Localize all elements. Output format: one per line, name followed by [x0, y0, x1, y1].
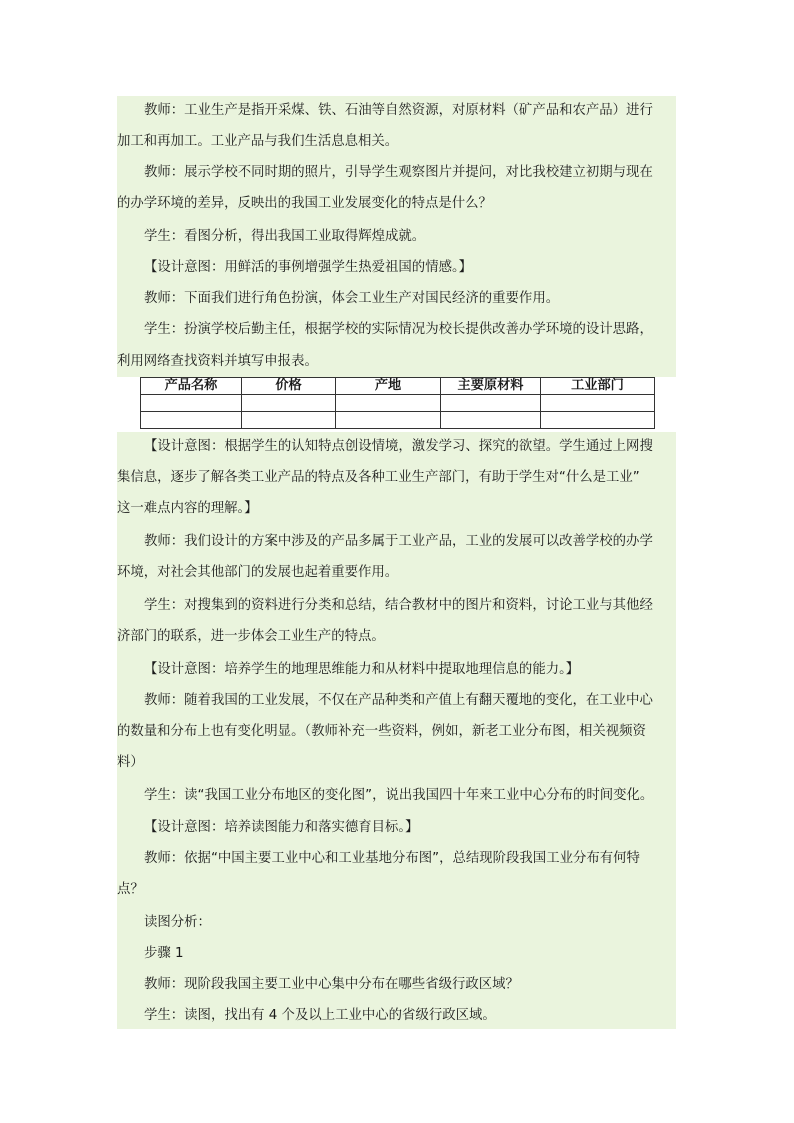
table-header-cell: 产地 [336, 378, 441, 395]
paragraph-line: 学生：读“我国工业分布地区的变化图”，说出我国四十年来工业中心分布的时间变化。 [144, 788, 654, 803]
paragraph-line: 步骤 1 [144, 946, 184, 961]
paragraph-line: 教师：展示学校不同时期的照片，引导学生观察图片并提问，对比我校建立初期与现在 [144, 165, 653, 180]
paragraph-line: 学生：扮演学校后勤主任，根据学校的实际情况为校长提供改善办学环境的设计思路， [144, 322, 653, 337]
table-header-cell: 工业部门 [541, 378, 655, 395]
paragraph-line: 集信息，逐步了解各类工业产品的特点及各种工业生产部门，有助于学生对“什么是工业” [117, 470, 640, 485]
table-cell [336, 395, 441, 412]
table-cell [242, 412, 336, 429]
table-header-cell: 价格 [242, 378, 336, 395]
paragraph-line: 教师：随着我国的工业发展，不仅在产品种类和产值上有翻天覆地的变化，在工业中心 [144, 693, 653, 708]
paragraph-line: 环境，对社会其他部门的发展也起着重要作用。 [117, 565, 399, 580]
paragraph-line: 点？ [117, 882, 144, 897]
table-header-row [141, 378, 655, 395]
table-cell [336, 412, 441, 429]
paragraph-line: 教师：下面我们进行角色扮演，体会工业生产对国民经济的重要作用。 [144, 291, 560, 306]
table-row [141, 395, 655, 412]
table-header-cell: 产品名称 [141, 378, 242, 395]
paragraph-line: 学生：对搜集到的资料进行分类和总结，结合教材中的图片和资料，讨论工业与其他经 [144, 598, 653, 613]
table-cell [541, 412, 655, 429]
paragraph-line: 济部门的联系，进一步体会工业生产的特点。 [117, 629, 385, 644]
table-cell [242, 395, 336, 412]
table-cell [441, 412, 541, 429]
paragraph-line: 教师：我们设计的方案中涉及的产品多属于工业产品，工业的发展可以改善学校的办学 [144, 534, 653, 549]
table-header-cell: 主要原材料 [441, 378, 541, 395]
paragraph-line: 的数量和分布上也有变化明显。（教师补充一些资料，例如，新老工业分布图，相关视频资 [117, 724, 646, 739]
paragraph-line: 的办学环境的差异，反映出的我国工业发展变化的特点是什么？ [117, 196, 492, 211]
paragraph-line: 教师：依据“中国主要工业中心和工业基地分布图”，总结现阶段我国工业分布有何特 [144, 851, 640, 866]
paragraph-line: 【设计意图：用鲜活的事例增强学生热爱祖国的情感。】 [144, 260, 473, 275]
table-row [141, 412, 655, 429]
product-table [140, 377, 655, 429]
paragraph-line: 加工和再加工。工业产品与我们生活息息相关。 [117, 134, 399, 149]
paragraph-line: 料） [117, 755, 144, 770]
paragraph-line: 教师：现阶段我国主要工业中心集中分布在哪些省级行政区域？ [144, 977, 519, 992]
paragraph-line: 这一难点内容的理解。】 [117, 501, 258, 516]
table-cell [541, 395, 655, 412]
paragraph-line: 利用网络查找资料并填写申报表。 [117, 354, 318, 369]
paragraph-line: 【设计意图：培养学生的地理思维能力和从材料中提取地理信息的能力。】 [144, 662, 580, 677]
paragraph-line: 【设计意图：培养读图能力和落实德育目标。】 [144, 820, 419, 835]
paragraph-line: 学生：看图分析，得出我国工业取得辉煌成就。 [144, 229, 426, 244]
paragraph-line: 教师：工业生产是指开采煤、铁、石油等自然资源，对原材料（矿产品和农产品）进行 [144, 103, 653, 118]
table-cell [141, 395, 242, 412]
paragraph-line: 读图分析： [144, 915, 211, 930]
table-cell [441, 395, 541, 412]
table-cell [141, 412, 242, 429]
paragraph-line: 学生：读图，找出有 4 个及以上工业中心的省级行政区域。 [144, 1008, 496, 1023]
paragraph-line: 【设计意图：根据学生的认知特点创设情境，激发学习、探究的欲望。学生通过上网搜 [144, 439, 653, 454]
